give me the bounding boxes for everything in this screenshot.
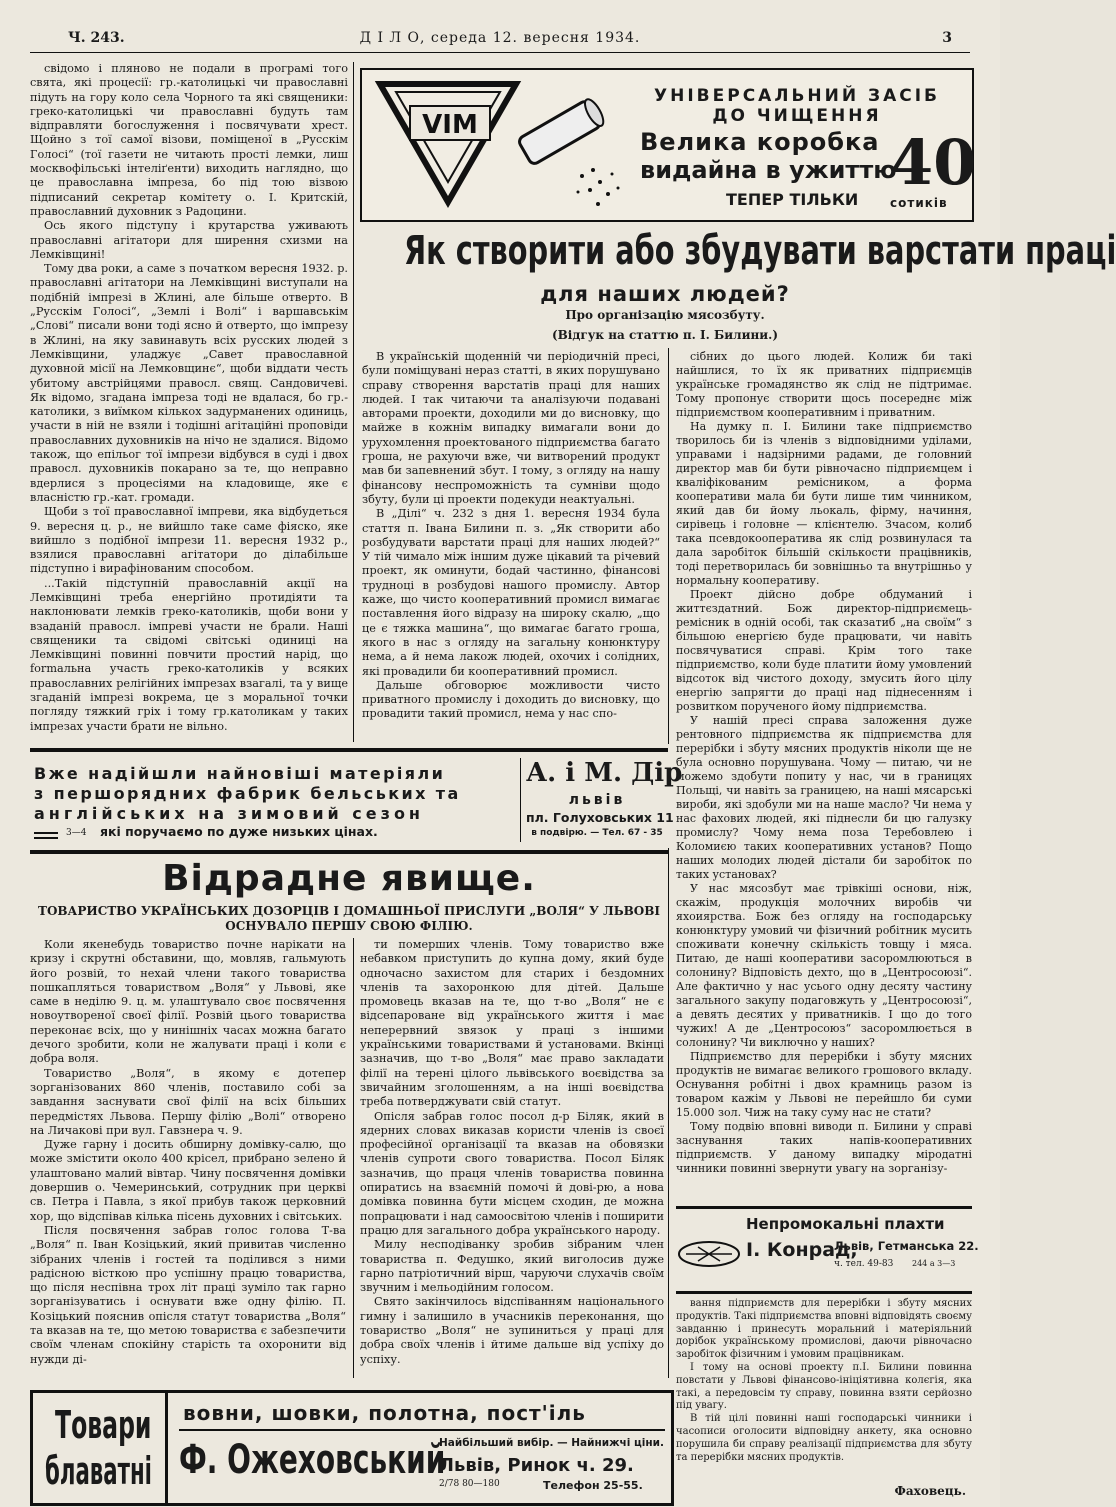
dir-line4: які поручаємо по дуже низьких цінах. bbox=[100, 824, 378, 839]
paragraph: В „Ділі“ ч. 232 з дня 1. вересня 1934 була стаття п. Івана Билини п. з. „Як створити або розбудувати варстати праці для наших людей?“ У тій чимало між іншим дуже цікавий та річевий проект, як оминути, бодай частинно, фінансові трудноці в розбудові нашого промислу. Автор каже, що чисто кооперативний промисл вимагає поставлення його відразу на широку скалю, „що це є тяжка машина“, що вимагає багато гроша, якого в нас з огляду на загальну конюнктуру нема, а й нема лакож людей, охочих і солідних, які провадили би кооперативний промисл. bbox=[362, 507, 660, 678]
ozh-ad bbox=[30, 1390, 674, 1506]
paragraph: На думку п. І. Билини таке підприємство творилось би із членів з відповідними уділами, управами і надзірними радами, де головний директор мав би бути рівночасно підприємцем і кваліфікованим ремісником, а форма кооперативи мала би бути лише тим чинником, який дав би йому льокаль, фірму, начиння, сирівець і головне — клієнтелю. Зчасом, колиб така псевдокооператива як слід розвинулася та дала заробіток більшій скількости працівників, тоді перетворилась би зовнішньо та внутрішньо у нормальну кооперативу. bbox=[676, 420, 972, 587]
paragraph: Товариство „Воля“, в якому є дотепер зорганізованих 860 членів, поставило собі за завдання заснувати свої філії на всіх більших передмістях Львова. Першу філію „Волі“ отворено на Личакові при вул. Гавзнера ч. 9. bbox=[30, 1066, 346, 1137]
paragraph: свідомо і пляново не подали в програмі того свята, які процесії: гр.-католицькі чи православні підуть на гору коло села Чорного та які священики: греко-католицькі чи православні будуть там відправляти богослуження і посвячувати хрест. Щойно з тої самої візови, поміщеної в „Русскім Голосі“ (тої газети не читають прості лемки, лиш москвофільські інтеліґенти) виходить наглядно, що це православна імпреза, бо під тою візвою підписаний секретар комітету о. І. Критскій, православний духовник з Радоцини. bbox=[30, 62, 348, 218]
vim-price-unit: сотиків bbox=[890, 196, 948, 210]
paragraph: Коли якенебудь товариство почне нарікати на кризу і скрутні обставини, що, мовляв, гальмують його розвій, то нехай члени такого товариства пошкапляться товариством „Воля“ у Львові, яке саме в неділю 9. ц. м. улаштувало своє посвячення новоутвореної своєї філії. Розвій цього товариства переконає всіх, що у нинішніх часах можна багато дечого зробити, коли не жалувати праці і коли є добра воля. bbox=[30, 938, 346, 1066]
right-column bbox=[676, 350, 972, 1176]
dir-line1: Вже надійшли найновіші матеріяли bbox=[34, 764, 446, 783]
main-subheadline: для наших людей? bbox=[540, 282, 790, 306]
paragraph: Тому два роки, а саме з початком вересня 1932. р. православні агітатори на Лемківщині виступали на подібній імпрезі в Жлині, але більше отверто. В „Русскім Голосі“, „Землі і Волі“ і варшавськім „Слові“ писали вони тоді ясно й отверто, що імпрезу в Жлині, на яку завинавуть всіх русских людей з Лемківщини, уладжує „Савет православной духовной місії на Лемковщинє“, щоби віддати честь убитому австрійцями правосл. свящ. Сандовичеві. Як відомо, згадана імпреза тоді не вдалася, бо гр.-католики, з виїмком кількох задурманених одиниць, участи в ній не взяли і тодішні агітаційні проповіди православних духовників на нічо не здалися. Відомо також, що епільог тої імпрези відбувся в суді і двох правосл. духовників покарано за те, що неправно вдерлися з процесіями на кладовище, яке є власністю гр.-кат. громади. bbox=[30, 262, 348, 504]
dir-ad bbox=[30, 748, 683, 854]
second-col1 bbox=[30, 938, 346, 1367]
center-column bbox=[362, 350, 660, 722]
ozh-phone: Телефон 25-55. bbox=[543, 1479, 643, 1492]
ozh-marker: 2/78 80—180 bbox=[439, 1479, 500, 1489]
paragraph: У нас мясозбут має трівкіші основи, ніж, скажім, продукція молочних виробів чи яхоиярства. Бож без огляду на господарську конюнктуру умовий чи фізичний робітник мусить споживати конечну скількість товщу і мяса. Питаю, де наші кооперативи засоромлюються в солонину? Відповість дехто, що в „Центросоюзі“. Але фактично у нас усього одну десяту частину загального закупу подаговжуть у „Центросоюзі“, а девять десятих у приватників. І що до того чужих! А де „Центросоюз“ засоромлюється в солонину? Чи виключно у наших? bbox=[676, 882, 972, 1049]
dir-rule-icon bbox=[34, 832, 58, 834]
main-deck1: Про організацію мясозбуту. bbox=[565, 308, 765, 322]
paragraph: Підприємство для перерібки і збуту мясних продуктів не вимагає великого грошового вкладу. Оснування робітні і двох крамниць разом із товаром кажім у Львові не перейшло би суми 15.000 зол. Чиж на таку суму нас не стати? bbox=[676, 1050, 972, 1119]
dir-divider bbox=[520, 758, 521, 842]
vim-logo-icon bbox=[368, 70, 628, 216]
konrad-address: Львів, Гетманська 22. bbox=[834, 1239, 979, 1253]
second-subheadline: ТОВАРИСТВО УКРАЇНСЬКИХ ДОЗОРЦІВ І ДОМАШНЬОЇ ПРИСЛУГИ „ВОЛЯ“ У ЛЬВОВІ ОСНУВАЛО ПЕРШУ СВОЮ ФІЛІЮ. bbox=[38, 904, 660, 933]
vim-line4: видайна в ужиттю bbox=[640, 156, 897, 184]
vim-logo-text: VIM bbox=[422, 110, 478, 140]
ozh-left-line1: Товари bbox=[55, 1403, 152, 1447]
dir-phone: в подвірю. — Тел. 67 - 35 bbox=[531, 828, 663, 838]
konrad-name: І. Конрад, bbox=[746, 1239, 858, 1261]
vim-line2: ДО ЧИЩЕННЯ bbox=[712, 106, 882, 126]
konrad-marker: 244 a 3—3 bbox=[912, 1259, 956, 1268]
paragraph: В українській щоденній чи періодичній пресі, були поміщувані нераз статті, в яких порушувано справу створення варстатів праці для наших людей. І так читаючи та аналізуючи подавані авторами проекти, доходили ми до висновку, що майже в кожнім випадку вимагали вони до урухомлення проектованого підприємства багато гроша, не рахуючи вже, чи витворений продукт мав би запевнений збут. І тому, з огляду на нашу фінансову неспроможність та сумніви щодо збуту, були ці проекти подекуди неактуальні. bbox=[362, 350, 660, 506]
header-rule bbox=[30, 52, 970, 53]
konrad-title: Непромокальні плахти bbox=[746, 1215, 945, 1233]
second-col2 bbox=[360, 938, 664, 1367]
ozh-divider bbox=[179, 1429, 665, 1431]
paragraph: Проект дійсно добре обдуманий і життєздатний. Бож директор-підприємець-ремісник в одній особі, так сказатиб „на своїм“ з більшою енергією буде працювати, чи навіть посвячуватися справі. Крім того таке підприємство, коли буде платити йому умовлений відсоток від чистого доходу, змусить його цілу енергію запрягти до праці над піднесенням і розвитком порученого йому підприємства. bbox=[676, 588, 972, 713]
dir-address: пл. Голуховських 11 bbox=[526, 810, 674, 825]
vim-line3: Велика коробка bbox=[640, 128, 880, 156]
dir-marker: 3—4 bbox=[66, 828, 87, 838]
column-rule-4 bbox=[668, 848, 669, 1378]
konrad-phone: ч. тел. 49-83 bbox=[834, 1259, 894, 1269]
paragraph: Тому подвію вповні виводи п. Билини у справі заснування таких напів-кооперативних підприємств. У даному випадку міродатні чинники повинні звернути увагу на зорганізу- bbox=[676, 1120, 972, 1175]
ozh-top: вовни, шовки, полотна, пост'іль bbox=[183, 1401, 586, 1425]
vim-ad bbox=[360, 68, 977, 222]
column-rule-1 bbox=[353, 62, 354, 742]
dir-line3: англійських на зимовий сезон bbox=[34, 804, 424, 823]
paragraph: вання підприємств для перерібки і збуту мясних продуктів. Такі підприємства вповні відповідять своєму завданню і принесуть моральний і матеріяльний дорібок українському промислові, даючи рівночасно заробіток фізичним і умовим працівникам. bbox=[676, 1298, 972, 1361]
paragraph: сібних до цього людей. Колиж би такі найшлися, то їх як приватних підприємців українське громадянство як слід не підтримає. Тому пропонує створити щось посереднє між підприємством кооперативним і приватним. bbox=[676, 350, 972, 419]
ozh-tag1: Найбільший вибір. — Найнижчі ціни. bbox=[439, 1437, 664, 1449]
main-deck2: (Відгук на статтю п. І. Билини.) bbox=[551, 328, 779, 342]
vim-line5: ТЕПЕР ТІЛЬКИ bbox=[726, 190, 859, 209]
page-number: 3 bbox=[942, 30, 952, 46]
paragraph: І тому на основі проекту п.І. Билини повинна повстати у Львові фінансово-ініціятивна колєгія, яка такі, а передовсім ту справу, повинна взяти серйозно під увагу. bbox=[676, 1361, 972, 1412]
dir-city: львів bbox=[568, 792, 626, 808]
paragraph: Щоби з тої православної імпреви, яка відбудеться 9. вересня ц. р., не вийшло таке саме фіяско, яке вийшло з подібної імпрези 11. вересня 1932 р., взялися православні агітатори до ділабільше підступно і вирафінованим способом. bbox=[30, 505, 348, 576]
konrad-ad bbox=[676, 1206, 979, 1294]
paragraph: У нашій пресі справа заложення дуже рентовного підприємства як підприємства для перерібки і збуту мясних продуктів ніколи ще не була основно порушувана. Чому — питаю, чи не можемо здобути попиту у нас, чи в границях Польщі, чи навіть за границею, на наші мясарські вироби, які здобули ми на наше масло? Чи нема у нас фахових людей, які піднесли би цю галузку промислу? Чому нема поза Теребовлею і Коломиєю таких кооперативних установ? Пощо наших молодих людей дістали би заробіток по таких установах? bbox=[676, 714, 972, 881]
vim-line1: УНІВЕРСАЛЬНИЙ ЗАСІБ bbox=[654, 86, 940, 106]
column-rule-3 bbox=[353, 938, 354, 1378]
second-headline: Відрадне явище. bbox=[162, 858, 536, 899]
column-rule-2 bbox=[668, 348, 669, 744]
ozh-left-panel bbox=[33, 1393, 168, 1503]
page-header bbox=[20, 30, 980, 52]
paragraph: Дальше обговорює можливости чисто приватного промислу і доходить до висновку, що провадити такий промисл, нема у нас спо- bbox=[362, 678, 660, 721]
ozh-address: Львів, Ринок ч. 29. bbox=[439, 1455, 634, 1476]
dir-line2: з першорядних фабрик бельських та bbox=[34, 784, 461, 803]
issue-number: Ч. 243. bbox=[68, 30, 125, 46]
headline-wrap bbox=[360, 228, 1116, 274]
paragraph: Свято закінчилось відспіванням національного гимну і залишило в учасників переконання, що товариство „Воля“ не зупиниться у праці для добра своїх членів і йтиме дальше від успіху до успіху. bbox=[360, 1295, 664, 1366]
right-bottom-column bbox=[676, 1298, 972, 1464]
paragraph: Милу несподіванку зробив зібраним член товариства п. Федушко, який виголосив дуже гарно патріотичний вірш, чаруючи слухачів своїм звучним і мельодійним голосом. bbox=[360, 1238, 664, 1295]
main-headline: Як створити або збудувати варстати праці bbox=[404, 228, 1116, 274]
paragraph: Дуже гарну і досить обширну домівку-салю, що може змістити около 400 крісел, прибрано зелено й улаштовано малий вівтар. Чину посвячення домівки довершив о. Чемеринський, сотрудник при церкві св. Петра і Павла, з якої прибув також церковний хор, що відспівав кілька пісень духовних і світських. bbox=[30, 1138, 346, 1223]
dir-rule-icon-2 bbox=[34, 837, 58, 839]
paragraph: ...Такій підступній православній акції на Лемківщині треба енергійно протидіяти та наклонювати лемків греко-католиків, щоби вони у взаданій правосл. імпреві участи не брали. Наші священики та свідомі світські одиниці на Лемківщині повинні повчити простий нарід, що formaльна участь греко-католиків у всяких православних релігійних імпрезах взагалі, та у вище згаданій імпрезі вокрема, це з моральної точки погляду тяжкий гріх і тому гр.католикам у таких імпрезах участи брати не вільно. bbox=[30, 576, 348, 733]
signature: Фаховець. bbox=[894, 1484, 966, 1498]
ozh-left-line2: блаватні bbox=[45, 1449, 152, 1493]
paragraph: В тій цілі повинні наші господарські чинники і часописи оголосити відповідну анкету, яка основно порушила би справу реалізації підприємства для збуту та перерібки мясних продуктів. bbox=[676, 1413, 972, 1463]
masthead: Д І Л О, середа 12. вересня 1934. bbox=[359, 30, 641, 46]
vim-price: 40 bbox=[890, 126, 977, 199]
konrad-logo-icon bbox=[676, 1239, 742, 1269]
paragraph: Після посвячення забрав голос голова Т-ва „Воля“ п. Іван Козіцький, який привитав численно зібраних членів і гостей та поділився з ними радісною вісткою про успішну працю товариства, що після неспівна трох літ праці зуміло так гарно зорганізуватись і оснувати вже одну філію. П. Козіцький пояснив опісля статут товариства „Воля“ та вказав на те, що метою товариства є забезпечити своїм членам спокійну старість та охоронити від нужди ді- bbox=[30, 1223, 346, 1366]
paragraph: ти померших членів. Тому товариство вже небавком приступить до купна дому, який буде одночасно захистом для старих і бездомних членів та захоронкою для дітей. Дальше промовець вказав на те, що т-во „Воля“ не є відсепароване від українського життя і має неперервний звязок у праці з іншими українськими товариствами й установами. Вкінці зазначив, що т-во „Воля“ має право закладати філії на терені цілого львівського воєвідства за звичайним зголошенням, а на інші воєвідства треба потверджувати свій статут. bbox=[360, 938, 664, 1109]
dir-company: А. і М. Дір bbox=[526, 758, 683, 788]
left-column bbox=[30, 62, 348, 734]
ozh-name: Ф. Ожеховський bbox=[179, 1437, 446, 1483]
paragraph: Ось якого підступу і крутарства уживають православні агітатори для ширення схизми на Лемківщині! bbox=[30, 219, 348, 261]
paragraph: Опісля забрав голос посол д-р Біляк, який в ядерних словах виказав користи членів із своєї професійної організації та вказав на обовязки членів супроти свого товариства. Посол Біляк зазначив, що праця членів товариства повинна опиратись на взаємній помочі й дові-рю, а нова домівка повинна бути місцем сходин, де можна попрацювати і над самоосвітою членів і поширити працю для загального добра українського народу. bbox=[360, 1109, 664, 1237]
